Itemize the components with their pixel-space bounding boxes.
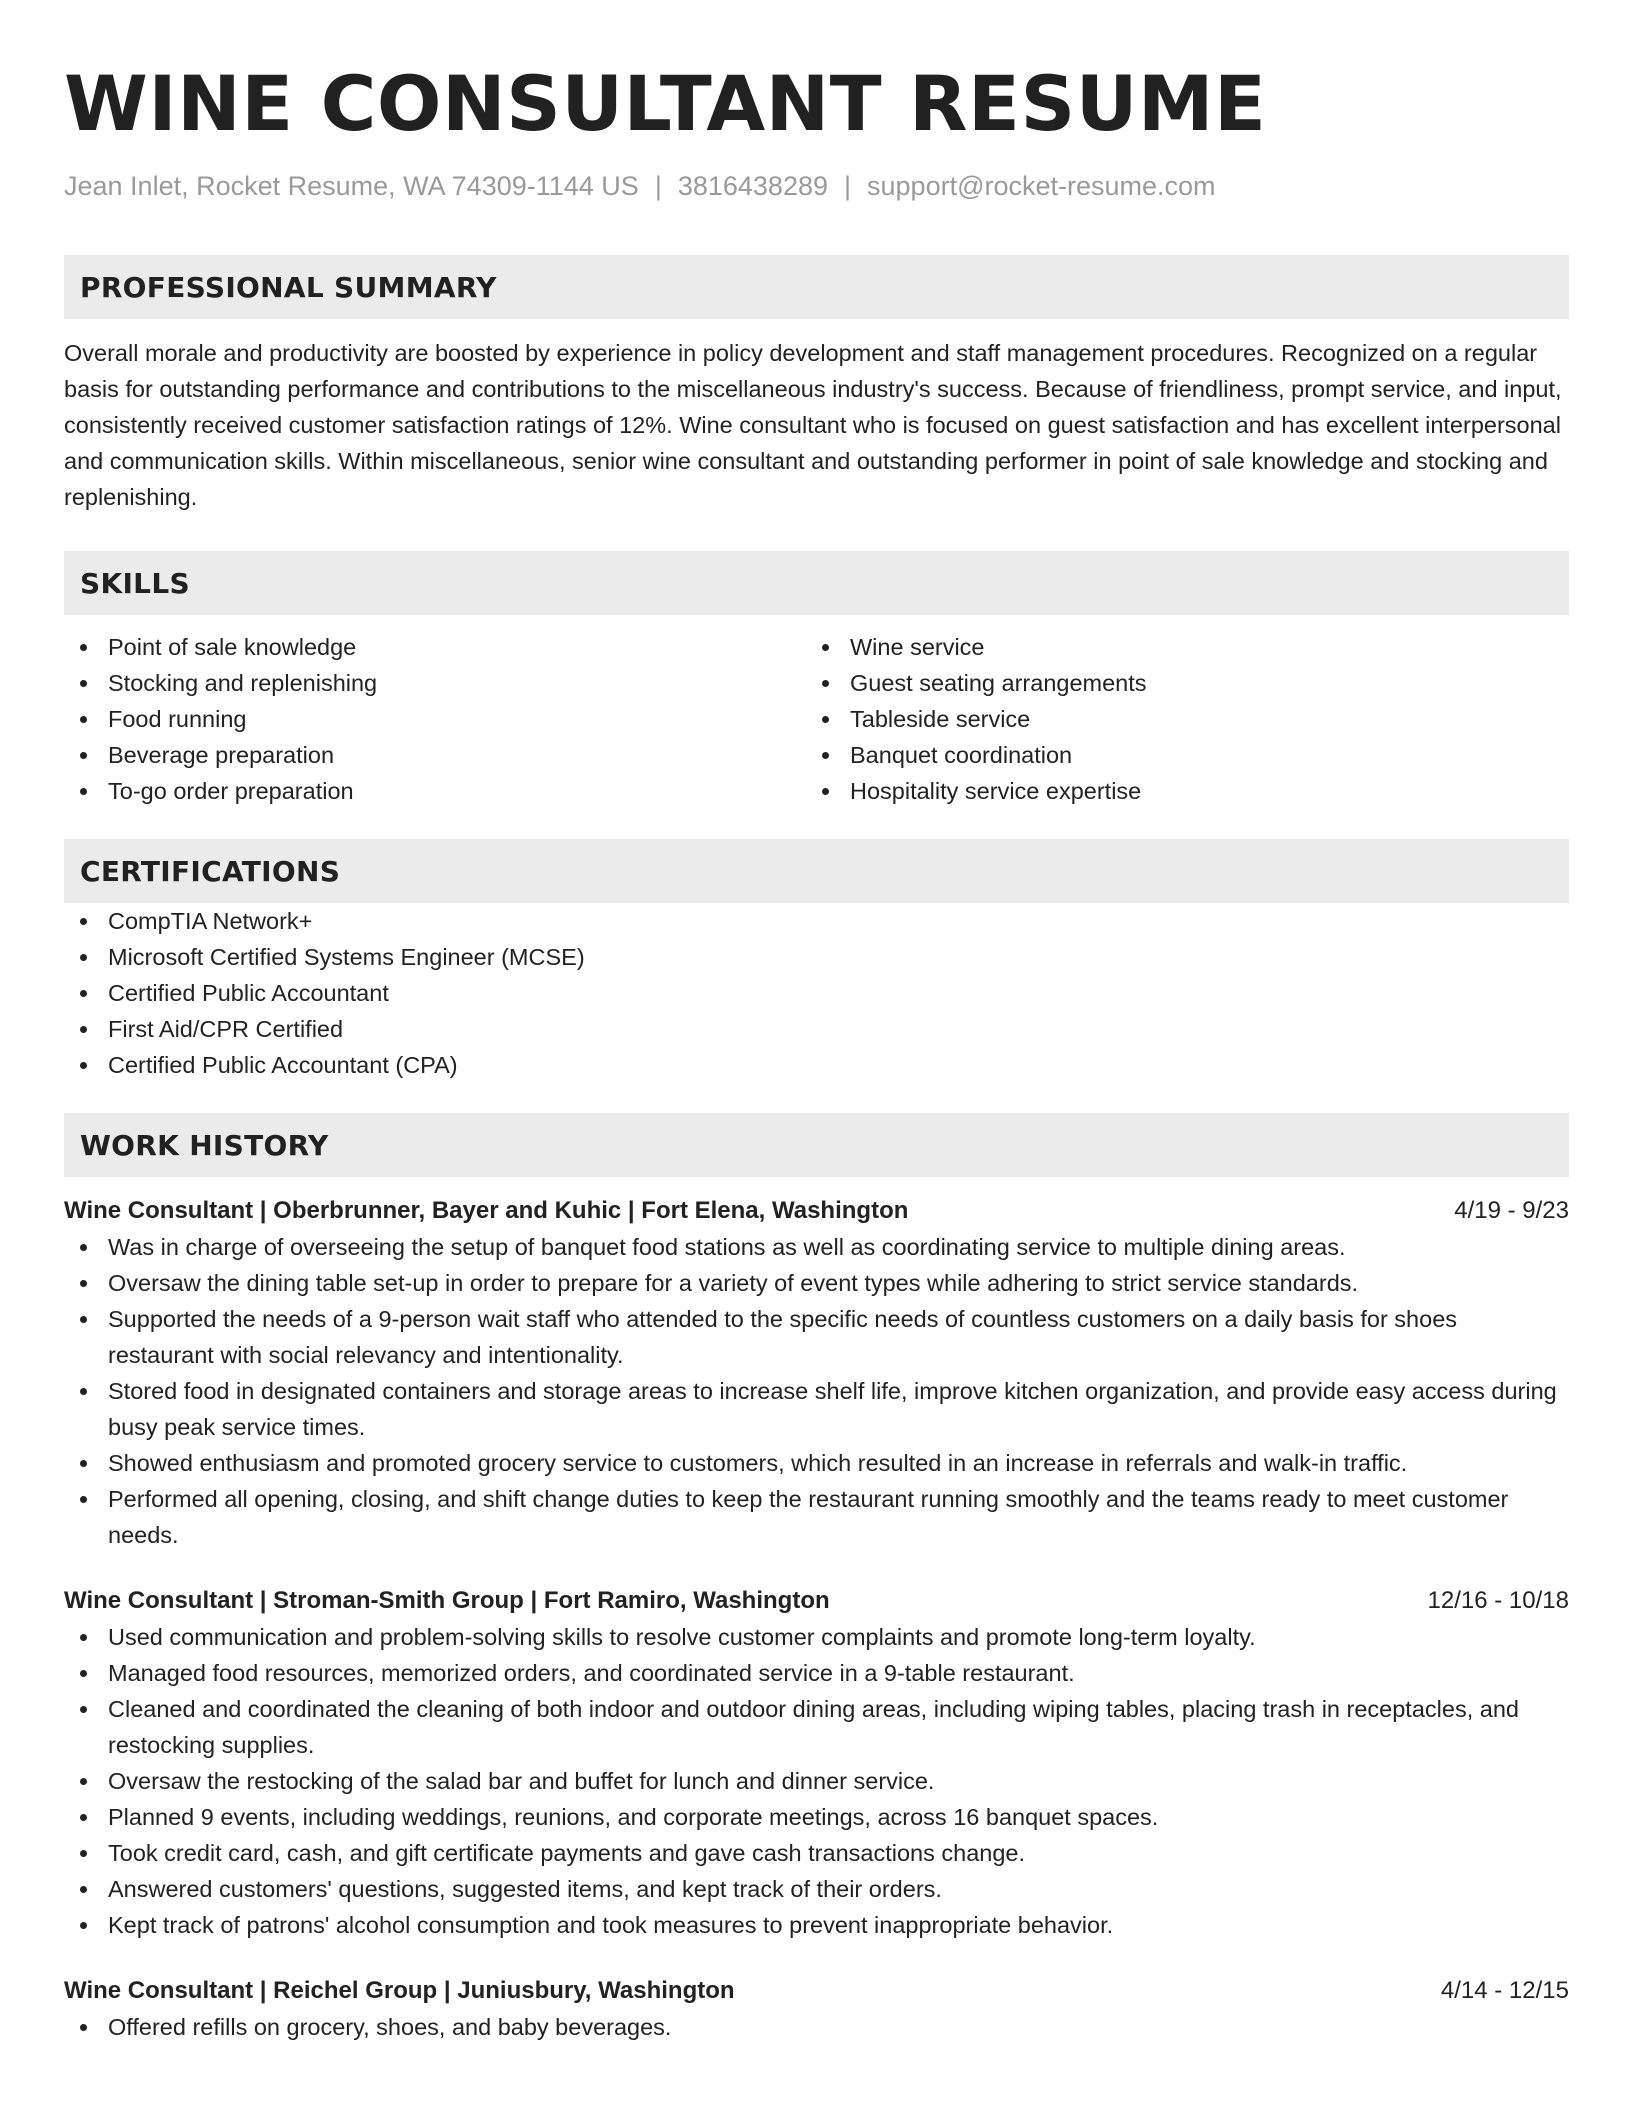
contact-separator: | bbox=[654, 171, 662, 201]
resume-title: WINE CONSULTANT RESUME bbox=[64, 59, 1267, 148]
skill-item: Point of sale knowledge bbox=[64, 629, 806, 665]
contact-phone: 3816438289 bbox=[677, 171, 828, 201]
job-dates: 4/14 - 12/15 bbox=[1440, 1977, 1569, 2004]
job-header bbox=[64, 1973, 1569, 2009]
job-entry bbox=[64, 1583, 1569, 1943]
skills-list-left bbox=[64, 629, 806, 809]
skill-item: Wine service bbox=[806, 629, 1548, 665]
job-header bbox=[64, 1193, 1569, 1229]
job-duty: Used communication and problem-solving skills to resolve customer complaints and promote long-term loyalty. bbox=[64, 1619, 1569, 1655]
job-duty: Stored food in designated containers and storage areas to increase shelf life, improve kitchen organization, and provide easy access during busy peak service times. bbox=[64, 1373, 1569, 1445]
job-duty: Planned 9 events, including weddings, reunions, and corporate meetings, across 16 banquet spaces. bbox=[64, 1799, 1569, 1835]
job-duty: Oversaw the dining table set-up in order to prepare for a variety of event types while adhering to strict service standards. bbox=[64, 1265, 1569, 1301]
job-entry bbox=[64, 1973, 1569, 2045]
job-duty: Performed all opening, closing, and shift change duties to keep the restaurant running smoothly and the teams ready to meet customer needs. bbox=[64, 1481, 1569, 1553]
certification-item: Certified Public Accountant bbox=[64, 975, 1569, 1011]
certification-item: Certified Public Accountant (CPA) bbox=[64, 1047, 1569, 1083]
skill-item: Guest seating arrangements bbox=[806, 665, 1548, 701]
contact-address: Jean Inlet, Rocket Resume, WA 74309-1144 US bbox=[64, 171, 639, 201]
skill-item: Beverage preparation bbox=[64, 737, 806, 773]
skills-list-right bbox=[806, 629, 1548, 809]
job-duty: Took credit card, cash, and gift certificate payments and gave cash transactions change. bbox=[64, 1835, 1569, 1871]
certification-item: Microsoft Certified Systems Engineer (MCSE) bbox=[64, 939, 1569, 975]
section-header-professional-summary: PROFESSIONAL SUMMARY bbox=[64, 255, 1569, 319]
job-duty: Offered refills on grocery, shoes, and baby beverages. bbox=[64, 2009, 1569, 2045]
skill-item: Stocking and replenishing bbox=[64, 665, 806, 701]
certification-item: CompTIA Network+ bbox=[64, 903, 1569, 939]
skill-item: Banquet coordination bbox=[806, 737, 1548, 773]
job-duty: Cleaned and coordinated the cleaning of both indoor and outdoor dining areas, including wiping tables, placing trash in receptacles, and restocking supplies. bbox=[64, 1691, 1569, 1763]
section-header-work-history: WORK HISTORY bbox=[64, 1113, 1569, 1177]
job-duty: Supported the needs of a 9-person wait staff who attended to the specific needs of countless customers on a daily basis for shoes restaurant with social relevancy and intentionality. bbox=[64, 1301, 1569, 1373]
job-duties-list bbox=[64, 1619, 1569, 1943]
section-header-certifications: CERTIFICATIONS bbox=[64, 839, 1569, 903]
job-duty: Was in charge of overseeing the setup of banquet food stations as well as coordinating service to multiple dining areas. bbox=[64, 1229, 1569, 1265]
job-duties-list bbox=[64, 2009, 1569, 2045]
professional-summary-text: Overall morale and productivity are boosted by experience in policy development and staff management procedures. Recognized on a regular basis for outstanding performance and contributions to the miscellaneous industry's success. Because of friendliness, prompt service, and input, consistently received customer satisfaction ratings of 12%. Wine consultant who is focused on guest satisfaction and has excellent interpersonal and communication skills. Within miscellaneous, senior wine consultant and outstanding performer in point of sale knowledge and stocking and replenishing. bbox=[64, 340, 1562, 510]
job-dates: 12/16 - 10/18 bbox=[1427, 1587, 1569, 1614]
job-duty: Answered customers' questions, suggested items, and kept track of their orders. bbox=[64, 1871, 1569, 1907]
skill-item: Tableside service bbox=[806, 701, 1548, 737]
job-title: Wine Consultant | Oberbrunner, Bayer and Kuhic | Fort Elena, Washington bbox=[64, 1197, 909, 1224]
skills-grid bbox=[64, 629, 1569, 809]
contact-line bbox=[64, 168, 1569, 204]
job-header bbox=[64, 1583, 1569, 1619]
resume-content bbox=[64, 56, 1569, 2045]
job-dates: 4/19 - 9/23 bbox=[1454, 1197, 1569, 1224]
contact-separator: | bbox=[844, 171, 852, 201]
skill-item: To-go order preparation bbox=[64, 773, 806, 809]
certification-item: First Aid/CPR Certified bbox=[64, 1011, 1569, 1047]
job-duty: Showed enthusiasm and promoted grocery service to customers, which resulted in an increase in referrals and walk-in traffic. bbox=[64, 1445, 1569, 1481]
job-duty: Oversaw the restocking of the salad bar and buffet for lunch and dinner service. bbox=[64, 1763, 1569, 1799]
skill-item: Hospitality service expertise bbox=[806, 773, 1548, 809]
certifications-list bbox=[64, 903, 1569, 1083]
job-title: Wine Consultant | Stroman-Smith Group | Fort Ramiro, Washington bbox=[64, 1587, 830, 1614]
job-title: Wine Consultant | Reichel Group | Juniusbury, Washington bbox=[64, 1977, 735, 2004]
job-duty: Kept track of patrons' alcohol consumption and took measures to prevent inappropriate behavior. bbox=[64, 1907, 1569, 1943]
job-duty: Managed food resources, memorized orders, and coordinated service in a 9-table restaurant. bbox=[64, 1655, 1569, 1691]
contact-email: support@rocket-resume.com bbox=[867, 171, 1216, 201]
job-entry bbox=[64, 1193, 1569, 1553]
section-header-skills: SKILLS bbox=[64, 551, 1569, 615]
job-duties-list bbox=[64, 1229, 1569, 1553]
skill-item: Food running bbox=[64, 701, 806, 737]
